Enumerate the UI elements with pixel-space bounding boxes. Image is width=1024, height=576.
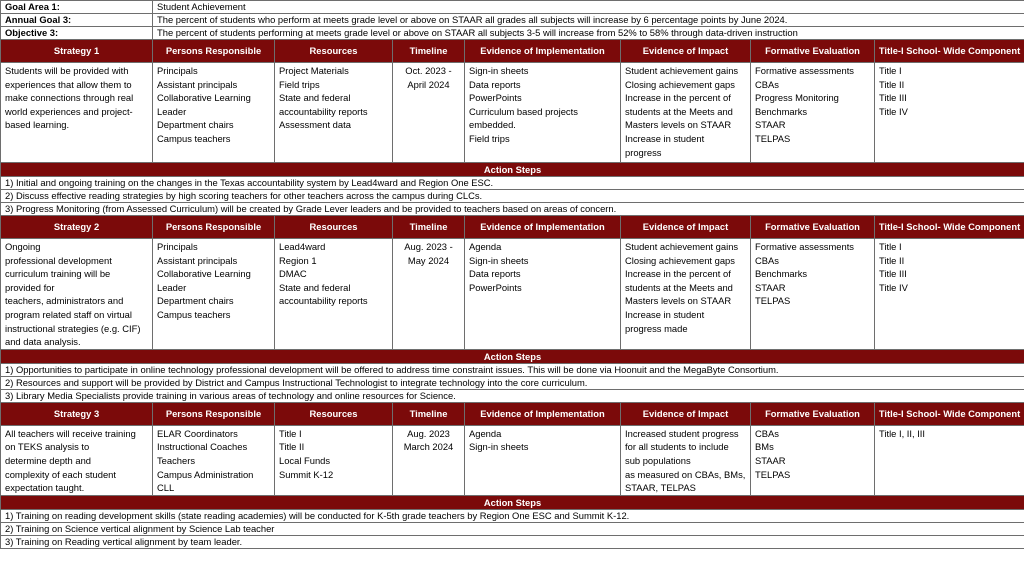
- goal-area-value: Student Achievement: [153, 1, 1024, 14]
- formative-line: TELPAS: [755, 295, 791, 307]
- strategy-description: [1, 63, 153, 163]
- persons-header: Persons Responsible: [153, 216, 275, 239]
- evidence-impact-line: Increased student progress: [625, 427, 739, 439]
- evidence-impact-line: sub populations: [625, 454, 691, 466]
- strategy-title: Strategy 1: [1, 40, 153, 63]
- action-step-row: [1, 509, 1024, 522]
- resources-line: Assessment data: [279, 119, 351, 131]
- evidence-impact-line: Masters levels on STAAR: [625, 119, 732, 131]
- strategy-header-row: [1, 40, 1024, 63]
- persons-responsible: [153, 239, 275, 350]
- evidence-impl-line: Field trips: [469, 132, 510, 144]
- persons-line: Campus Administration: [157, 468, 254, 480]
- description-line: Students will be provided with: [5, 65, 129, 76]
- resources-line: DMAC: [279, 268, 307, 280]
- evidence-impl-line: Agenda: [469, 241, 502, 252]
- formative-evaluation-header: Formative Evaluation: [751, 402, 875, 425]
- description-line: world experiences and project-: [5, 105, 133, 117]
- persons-header: Persons Responsible: [153, 40, 275, 63]
- title-i-components: [875, 239, 1024, 350]
- formative-line: Benchmarks: [755, 105, 808, 117]
- timeline-header: Timeline: [393, 40, 465, 63]
- action-step-row: [1, 363, 1024, 376]
- objective-label: Objective 3:: [1, 27, 153, 40]
- resources-header: Resources: [275, 40, 393, 63]
- description-line: complexity of each student: [5, 468, 116, 480]
- persons-line: Collaborative Learning: [157, 92, 251, 104]
- description-line: and data analysis.: [5, 336, 81, 348]
- strategy-title: Strategy 2: [1, 216, 153, 239]
- action-step: 1) Training on reading development skills (state reading academies) will be conducted for K-5th grade teachers by Region One ESC and Summit K-12.: [1, 509, 1024, 522]
- persons-line: Assistant principals: [157, 78, 238, 90]
- strategy-header-row: [1, 216, 1024, 239]
- evidence-impact-line: Increase in the percent of: [625, 268, 731, 280]
- evidence-impl-line: embedded.: [469, 119, 516, 131]
- title1-line: Title I: [879, 65, 902, 76]
- timeline-line: Oct. 2023 -: [405, 65, 452, 76]
- strategy-body-row: [1, 239, 1024, 350]
- action-step: 3) Library Media Specialists provide training in various areas of technology and online resources for Science.: [1, 389, 1024, 402]
- description-line: curriculum training will be: [5, 268, 111, 280]
- timeline-line: Aug. 2023: [407, 427, 450, 439]
- evidence-impact-line: as measured on CBAs, BMs,: [625, 468, 746, 480]
- resources-line: accountability reports: [279, 105, 368, 117]
- evidence-impact-line: Increase in the percent of: [625, 92, 731, 104]
- strategy-body-row: [1, 425, 1024, 495]
- description-line: on TEKS analysis to: [5, 441, 90, 453]
- evidence-impact: [621, 63, 751, 163]
- resources-header: Resources: [275, 216, 393, 239]
- timeline-line: May 2024: [407, 254, 450, 266]
- persons-line: ELAR Coordinators: [157, 427, 238, 439]
- persons-line: Assistant principals: [157, 254, 238, 266]
- timeline: [393, 239, 465, 350]
- resources-line: Field trips: [279, 78, 320, 90]
- strategy-description: [1, 425, 153, 495]
- evidence-impl-line: Curriculum based projects: [469, 105, 578, 117]
- description-line: Ongoing: [5, 241, 41, 252]
- formative-line: CBAs: [755, 254, 779, 266]
- title1-line: Title I: [879, 241, 902, 252]
- action-step-row: [1, 376, 1024, 389]
- strategy-description: [1, 239, 153, 350]
- evidence-impact-line: Increase in student: [625, 132, 705, 144]
- formative-line: TELPAS: [755, 132, 791, 144]
- resources-list: [275, 239, 393, 350]
- formative-evaluation-header: Formative Evaluation: [751, 40, 875, 63]
- persons-line: Campus teachers: [157, 308, 231, 320]
- persons-line: Principals: [157, 241, 198, 252]
- description-line: experiences that allow them to: [5, 78, 132, 90]
- title1-line: Title II: [879, 254, 905, 266]
- action-steps-header: Action Steps: [1, 163, 1024, 177]
- evidence-impl-line: Data reports: [469, 78, 521, 90]
- strategy-header-row: [1, 402, 1024, 425]
- persons-responsible: [153, 425, 275, 495]
- resources-line: Project Materials: [279, 65, 349, 76]
- resources-line: Region 1: [279, 254, 317, 266]
- persons-line: Principals: [157, 65, 198, 76]
- description-line: All teachers will receive training: [5, 427, 136, 439]
- formative-line: STAAR: [755, 281, 786, 293]
- description-line: determine depth and: [5, 454, 92, 466]
- action-steps-header: Action Steps: [1, 495, 1024, 509]
- timeline-header: Timeline: [393, 402, 465, 425]
- formative-evaluation: [751, 425, 875, 495]
- evidence-implementation-header: Evidence of Implementation: [465, 216, 621, 239]
- persons-line: Campus teachers: [157, 132, 231, 144]
- resources-line: Lead4ward: [279, 241, 326, 252]
- title1-line: Title III: [879, 92, 907, 104]
- evidence-impl-line: PowerPoints: [469, 92, 522, 104]
- title-i-components: [875, 63, 1024, 163]
- timeline: [393, 63, 465, 163]
- evidence-implementation: [465, 239, 621, 350]
- persons-line: Teachers: [157, 454, 196, 466]
- evidence-impact-line: Student achievement gains: [625, 65, 739, 76]
- persons-line: Collaborative Learning: [157, 268, 251, 280]
- formative-line: Formative assessments: [755, 241, 854, 252]
- evidence-impact-header: Evidence of Impact: [621, 216, 751, 239]
- evidence-impact-line: progress made: [625, 322, 688, 334]
- title1-line: Title III: [879, 268, 907, 280]
- resources-line: State and federal: [279, 281, 351, 293]
- formative-line: STAAR: [755, 119, 786, 131]
- evidence-impact: [621, 425, 751, 495]
- action-step: 2) Discuss effective reading strategies by high scoring teachers for other teachers across the campus during CLCs.: [1, 190, 1024, 203]
- action-step: 3) Training on Reading vertical alignment by team leader.: [1, 535, 1024, 548]
- evidence-impact-line: students at the Meets and: [625, 105, 733, 117]
- evidence-impact: [621, 239, 751, 350]
- strategy-title: Strategy 3: [1, 402, 153, 425]
- action-step-row: [1, 535, 1024, 548]
- evidence-impl-line: Data reports: [469, 268, 521, 280]
- resources-line: Summit K-12: [279, 468, 334, 480]
- persons-line: CLL: [157, 482, 175, 494]
- title1-line: Title IV: [879, 105, 908, 117]
- formative-line: Formative assessments: [755, 65, 854, 76]
- strategy-body-row: [1, 63, 1024, 163]
- persons-line: Department chairs: [157, 295, 234, 307]
- persons-line: Leader: [157, 105, 187, 117]
- description-line: expectation taught.: [5, 482, 85, 494]
- evidence-impl-line: Sign-in sheets: [469, 254, 529, 266]
- action-steps-header-row: [1, 495, 1024, 509]
- evidence-impl-line: Sign-in sheets: [469, 441, 529, 453]
- description-line: professional development: [5, 254, 112, 266]
- formative-line: STAAR: [755, 454, 786, 466]
- evidence-impact-line: progress: [625, 146, 662, 158]
- annual-goal-row: [1, 14, 1024, 27]
- title1-line: Title IV: [879, 281, 908, 293]
- action-step: 2) Resources and support will be provided by District and Campus Instructional Technologist to integrate technology into the core curriculum.: [1, 376, 1024, 389]
- description-line: teachers, administrators and: [5, 295, 124, 307]
- annual-goal-label: Annual Goal 3:: [1, 14, 153, 27]
- formative-evaluation-header: Formative Evaluation: [751, 216, 875, 239]
- formative-line: Benchmarks: [755, 268, 808, 280]
- objective-row: [1, 27, 1024, 40]
- timeline-line: April 2024: [407, 78, 450, 90]
- objective-value: The percent of students performing at meets grade level or above on STAAR all subjects 3-5 will increase from 52% to 58% through data-driven instruction: [153, 27, 1024, 40]
- resources-line: accountability reports: [279, 295, 368, 307]
- evidence-impact-line: Closing achievement gaps: [625, 254, 735, 266]
- timeline: [393, 425, 465, 495]
- evidence-impact-header: Evidence of Impact: [621, 40, 751, 63]
- timeline-line: March 2024: [403, 441, 454, 453]
- title-i-component-header: Title-I School- Wide Component: [875, 402, 1024, 425]
- resources-list: [275, 63, 393, 163]
- goal-area-row: [1, 1, 1024, 14]
- evidence-implementation: [465, 63, 621, 163]
- evidence-impact-line: Closing achievement gaps: [625, 78, 735, 90]
- persons-line: Instructional Coaches: [157, 441, 248, 453]
- resources-line: State and federal: [279, 92, 351, 104]
- evidence-implementation-header: Evidence of Implementation: [465, 402, 621, 425]
- action-steps-header-row: [1, 163, 1024, 177]
- evidence-impact-line: for all students to include: [625, 441, 729, 453]
- evidence-impact-line: students at the Meets and: [625, 281, 733, 293]
- goal-area-label: Goal Area 1:: [1, 1, 153, 14]
- description-line: instructional strategies (e.g. CIF): [5, 322, 141, 334]
- action-step: 3) Progress Monitoring (from Assessed Curriculum) will be created by Grade Lever leaders and be provided to teachers based on areas of concern.: [1, 203, 1024, 216]
- formative-line: BMs: [755, 441, 774, 453]
- persons-header: Persons Responsible: [153, 402, 275, 425]
- timeline-header: Timeline: [393, 216, 465, 239]
- description-line: make connections through real: [5, 92, 134, 104]
- action-step-row: [1, 203, 1024, 216]
- action-step-row: [1, 522, 1024, 535]
- evidence-impl-line: Agenda: [469, 427, 502, 439]
- evidence-impl-line: PowerPoints: [469, 281, 522, 293]
- resources-line: Title I: [279, 427, 302, 439]
- timeline-line: Aug. 2023 -: [404, 241, 453, 252]
- description-line: based learning.: [5, 119, 70, 131]
- title-i-component-header: Title-I School- Wide Component: [875, 216, 1024, 239]
- resources-line: Local Funds: [279, 454, 331, 466]
- resources-header: Resources: [275, 402, 393, 425]
- description-line: program related staff on virtual: [5, 308, 132, 320]
- evidence-implementation: [465, 425, 621, 495]
- evidence-impact-line: Masters levels on STAAR: [625, 295, 732, 307]
- action-step: 1) Initial and ongoing training on the changes in the Texas accountability system by Lead4ward and Region One ESC.: [1, 177, 1024, 190]
- title1-line: Title II: [879, 78, 905, 90]
- description-line: provided for: [5, 281, 55, 293]
- evidence-impact-header: Evidence of Impact: [621, 402, 751, 425]
- title-i-component-header: Title-I School- Wide Component: [875, 40, 1024, 63]
- evidence-impl-line: Sign-in sheets: [469, 65, 529, 76]
- annual-goal-value: The percent of students who perform at meets grade level or above on STAAR all grades all subjects will increase by 6 percentage points by June 2024.: [153, 14, 1024, 27]
- resources-list: [275, 425, 393, 495]
- title-i-components: [875, 425, 1024, 495]
- evidence-impact-line: Student achievement gains: [625, 241, 739, 252]
- formative-line: Progress Monitoring: [755, 92, 839, 104]
- formative-evaluation: [751, 239, 875, 350]
- evidence-implementation-header: Evidence of Implementation: [465, 40, 621, 63]
- persons-line: Leader: [157, 281, 187, 293]
- action-step: 1) Opportunities to participate in online technology professional development will be offered to address time constraint issues. This will be done via Hoonuit and the MegaByte Consortium.: [1, 363, 1024, 376]
- resources-line: Title II: [279, 441, 305, 453]
- formative-line: CBAs: [755, 78, 779, 90]
- title1-line: Title I, II, III: [879, 427, 926, 439]
- formative-line: TELPAS: [755, 468, 791, 480]
- action-steps-header: Action Steps: [1, 349, 1024, 363]
- persons-responsible: [153, 63, 275, 163]
- action-step-row: [1, 177, 1024, 190]
- formative-evaluation: [751, 63, 875, 163]
- action-steps-header-row: [1, 349, 1024, 363]
- formative-line: CBAs: [755, 427, 779, 439]
- evidence-impact-line: STAAR, TELPAS: [625, 482, 696, 494]
- persons-line: Department chairs: [157, 119, 234, 131]
- action-step-row: [1, 190, 1024, 203]
- action-step: 2) Training on Science vertical alignment by Science Lab teacher: [1, 522, 1024, 535]
- evidence-impact-line: Increase in student: [625, 308, 705, 320]
- action-step-row: [1, 389, 1024, 402]
